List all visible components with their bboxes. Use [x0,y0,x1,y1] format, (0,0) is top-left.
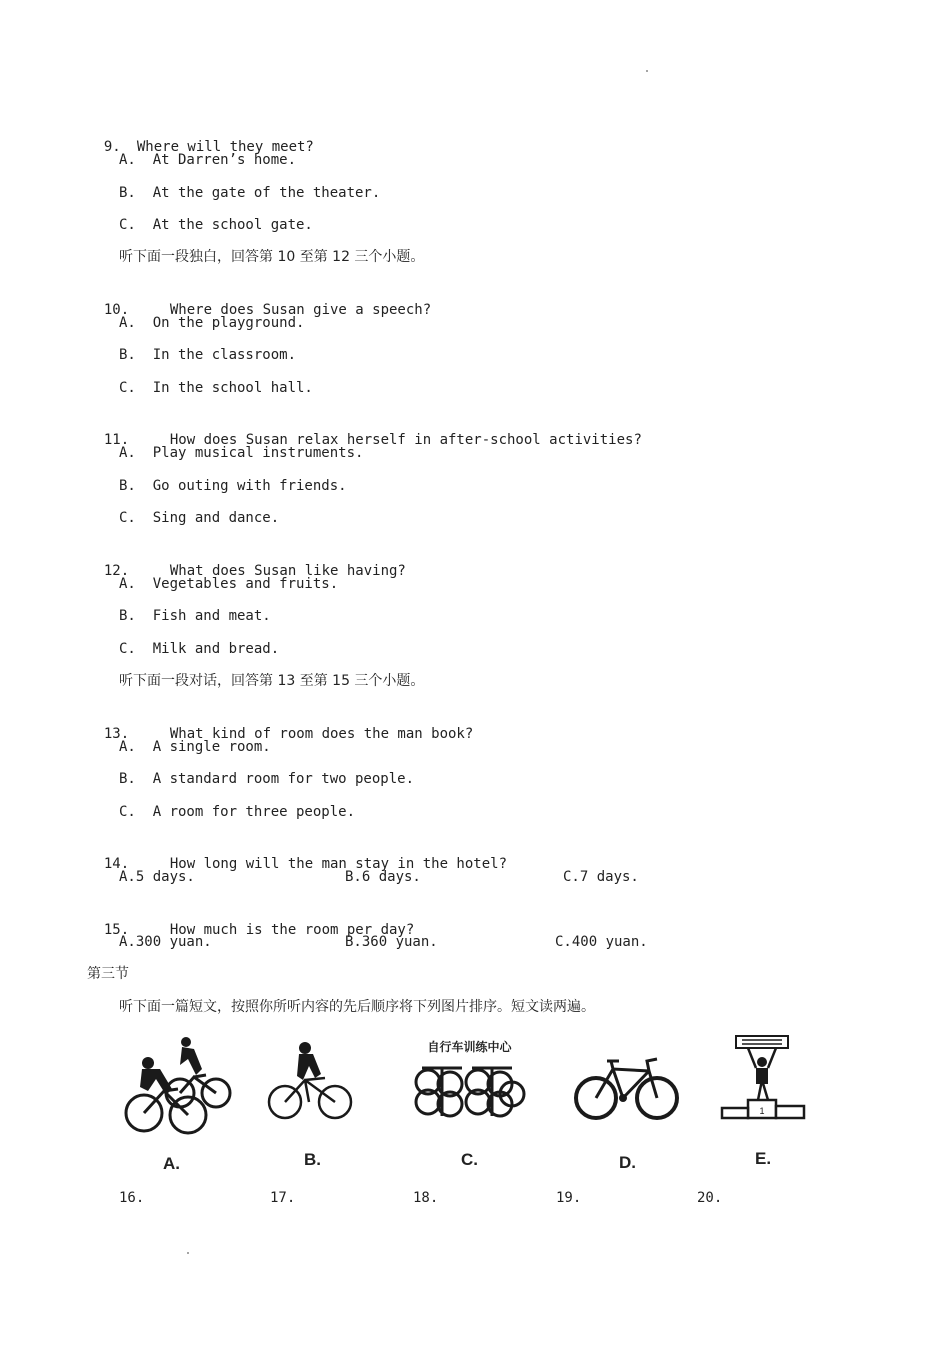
answer-blank-16[interactable]: 16. [119,1190,145,1206]
picture-label: E. [755,1149,772,1168]
option-c: C. Milk and bread. [119,641,280,657]
section-instruction: 听下面一篇短文，按照你所听内容的先后顺序将下列图片排序。短文读两遍。 [119,999,595,1015]
answer-blank-17[interactable]: 17. [270,1190,296,1206]
question-number: 12. [103,563,130,579]
section-title: 第三节 [87,966,129,982]
scan-speck [187,1252,189,1254]
picture-label: C. [461,1150,478,1169]
picture-label: B. [304,1150,321,1169]
option-a: A.5 days. [119,869,195,885]
question-text: Where will they meet? [136,139,314,155]
question-text: How does Susan relax herself in after-school activities? [169,432,642,448]
question-text: How long will the man stay in the hotel? [169,856,508,872]
picture-e-podium-winner [718,1034,808,1122]
answer-blank-19[interactable]: 19. [556,1190,582,1206]
option-a: A. At Darren’s home. [119,152,297,168]
question-text: How much is the room per day? [169,922,415,938]
option-b: B. A standard room for two people. [119,771,415,787]
picture-c-bike-rack [412,1058,527,1122]
question-number: 14. [103,856,130,872]
option-c: C. Sing and dance. [119,510,280,526]
option-a: A. Play musical instruments. [119,445,364,461]
option-a: A. Vegetables and fruits. [119,576,339,592]
option-a: A.300 yuan. [119,934,212,950]
scan-speck [646,70,648,72]
question-number: 11. [103,432,130,448]
answer-blank-20[interactable]: 20. [697,1190,723,1206]
option-b: B.360 yuan. [345,934,438,950]
picture-label: D. [619,1153,636,1172]
picture-d-bicycle [573,1055,681,1123]
question-number: 13. [103,726,130,742]
picture-a-two-cyclists [120,1035,235,1135]
option-c: C. A room for three people. [119,804,356,820]
svg-text:1: 1 [759,1106,765,1116]
listening-instruction: 听下面一段独白，回答第 10 至第 12 三个小题。 [119,249,425,265]
question-number: 10. [103,302,130,318]
option-c: C.7 days. [563,869,639,885]
option-c: C. In the school hall. [119,380,313,396]
option-b: B. Fish and meat. [119,608,271,624]
question-text: What kind of room does the man book? [169,726,474,742]
option-a: A. On the playground. [119,315,305,331]
question-number: 9. [103,139,121,155]
question-text: What does Susan like having? [169,563,406,579]
option-b: B. Go outing with friends. [119,478,347,494]
option-c: C. At the school gate. [119,217,313,233]
question-text: Where does Susan give a speech? [169,302,432,318]
listening-instruction: 听下面一段对话，回答第 13 至第 15 三个小题。 [119,673,425,689]
option-c: C.400 yuan. [555,934,648,950]
option-b: B. At the gate of the theater. [119,185,381,201]
picture-b-single-cyclist [265,1040,357,1122]
option-a: A. A single room. [119,739,271,755]
question-number: 15. [103,922,130,938]
option-b: B. In the classroom. [119,347,297,363]
answer-blank-18[interactable]: 18. [413,1190,439,1206]
picture-label: A. [163,1154,180,1173]
training-center-sign: 自行车训练中心 [427,1040,512,1054]
option-b: B.6 days. [345,869,421,885]
